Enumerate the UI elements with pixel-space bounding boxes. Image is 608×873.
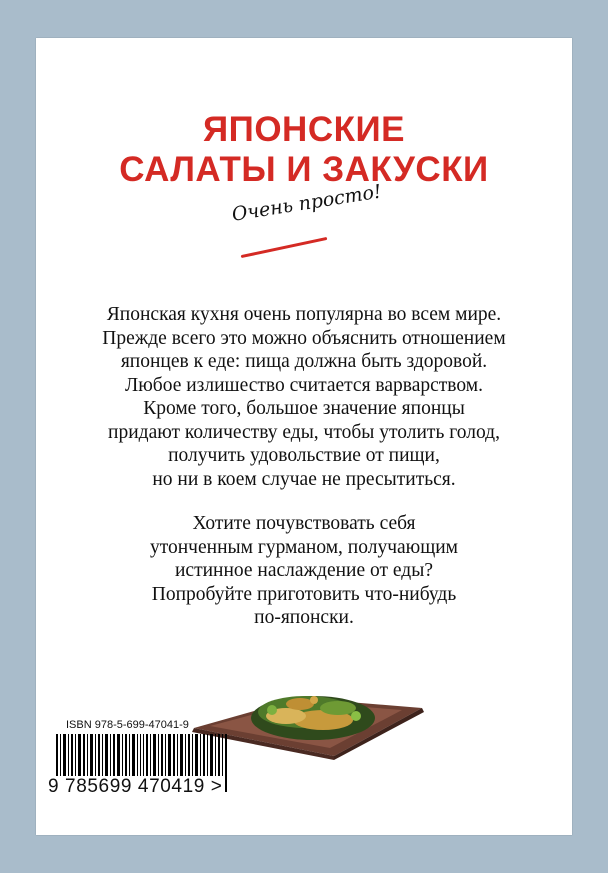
isbn-label: ISBN 978-5-699-47041-9 (66, 719, 189, 731)
book-back-cover (36, 38, 572, 835)
description-paragraph-1 (36, 303, 572, 491)
text-line: Любое излишество считается варварством. (125, 374, 483, 396)
text-line: японцев к еде: пища должна быть здоровой. (120, 351, 488, 372)
text-line: Японская кухня очень популярна во всем мире. (106, 304, 502, 325)
text-line: придают количеству еды, чтобы утолить голод, (108, 421, 500, 443)
text-line: получить удовольствие от пищи, (168, 445, 440, 466)
text-line: истинное наслаждение от еды? (175, 560, 433, 581)
text-line: Прежде всего это можно объяснить отношением (102, 327, 506, 349)
text-line: но ни в коем случае не пресытиться. (152, 468, 456, 490)
book-title (36, 110, 572, 190)
text-line: по-японски. (254, 607, 354, 628)
text-line: Кроме того, большое значение японцы (143, 398, 465, 419)
description-paragraph-2 (36, 512, 572, 630)
text-line: Попробуйте приготовить что-нибудь (151, 583, 457, 605)
barcode-digits: 9 785699 470419 > (48, 776, 223, 797)
text-line: утонченным гурманом, получающим (149, 536, 459, 558)
text-line: Хотите почувствовать себя (192, 513, 416, 534)
slogan: Очень просто! (230, 180, 383, 226)
title-line-2: САЛАТЫ И ЗАКУСКИ (119, 150, 489, 189)
slogan-underline (241, 237, 328, 258)
title-line-1: ЯПОНСКИЕ (203, 110, 405, 149)
